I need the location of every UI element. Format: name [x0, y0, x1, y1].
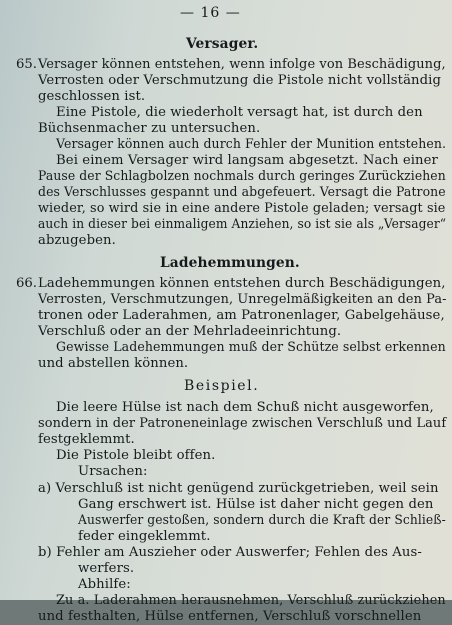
text-line: Pause der Schlagbolzen nochmals durch geringes Zurückziehen [38, 169, 446, 184]
text-line: Ursachen: [78, 464, 148, 479]
text-line: Zu a. Laderahmen herausnehmen, Verschluß zurückziehen [56, 593, 446, 608]
text-line: Abhilfe: [78, 577, 131, 592]
paragraph-number-66: 66. [16, 276, 37, 291]
text-line: und festhalten, Hülse entfernen, Verschluß vorschnellen [38, 609, 422, 624]
text-line: sondern in der Patroneneinlage zwischen Verschluß und Lauf [38, 416, 447, 431]
text-line: Gewisse Ladehemmungen muß der Schütze selbst erkennen [56, 340, 446, 355]
text-line: Ladehemmungen können entstehen durch Beschädigungen, [38, 276, 446, 291]
text-line: feder eingeklemmt. [78, 529, 211, 544]
text-line: Versager können auch durch Fehler der Munition entstehen. [56, 137, 447, 152]
text-line: tronen oder Laderahmen, am Patronenlager, Gabelgehäuse, [38, 308, 445, 323]
text-line: b) Fehler am Auszieher oder Auswerfer; Fehlen des Aus- [38, 545, 422, 560]
text-line: werfers. [78, 561, 135, 576]
text-line: geschlossen ist. [38, 89, 146, 104]
text-line: Eine Pistole, die wiederholt versagt hat, ist durch den [56, 105, 423, 120]
text-line: wieder, so wird sie in eine andere Pistole geladen; versagt sie [38, 201, 446, 216]
text-line: abzugeben. [38, 233, 116, 248]
section-heading-versager: Versager. [186, 36, 259, 52]
text-line: Gang erschwert ist. Hülse ist daher nicht gegen den [78, 497, 434, 512]
text-line: Verrosten, Verschmutzungen, Unregelmäßigkeiten an den Pa- [38, 292, 447, 307]
text-line: Versager können entstehen, wenn infolge von Beschädigung, [38, 57, 446, 72]
text-line: Die Pistole bleibt offen. [56, 448, 216, 463]
text-line: Die leere Hülse ist nach dem Schuß nicht ausgeworfen, [56, 400, 434, 415]
paragraph-number-65: 65. [16, 57, 37, 72]
text-line: Auswerfer gestoßen, sondern durch die Kraft der Schließ- [78, 513, 446, 528]
section-heading-ladehemmungen: Ladehemmungen. [160, 255, 300, 271]
text-line: und abstellen können. [38, 356, 189, 371]
text-line: Bei einem Versager wird langsam abgesetzt. Nach einer [56, 153, 438, 168]
text-line: Verrosten oder Verschmutzung die Pistole nicht vollständig [38, 73, 442, 88]
text-line: a) Verschluß ist nicht genügend zurückgetrieben, weil sein [38, 481, 439, 496]
example-heading: Beispiel. [184, 378, 260, 394]
text-line: festgeklemmt. [38, 432, 135, 447]
text-line: Büchsenmacher zu untersuchen. [38, 121, 261, 136]
text-line: des Verschlusses gespannt und abgefeuert. Versagt die Patrone [38, 185, 446, 200]
text-line: auch in dieser bei einmaligem Anziehen, so ist sie als „Versager“ [38, 217, 447, 232]
text-line: Verschluß oder an der Mehrladeeinrichtung. [38, 324, 342, 339]
page-number: — 16 — [180, 5, 241, 21]
